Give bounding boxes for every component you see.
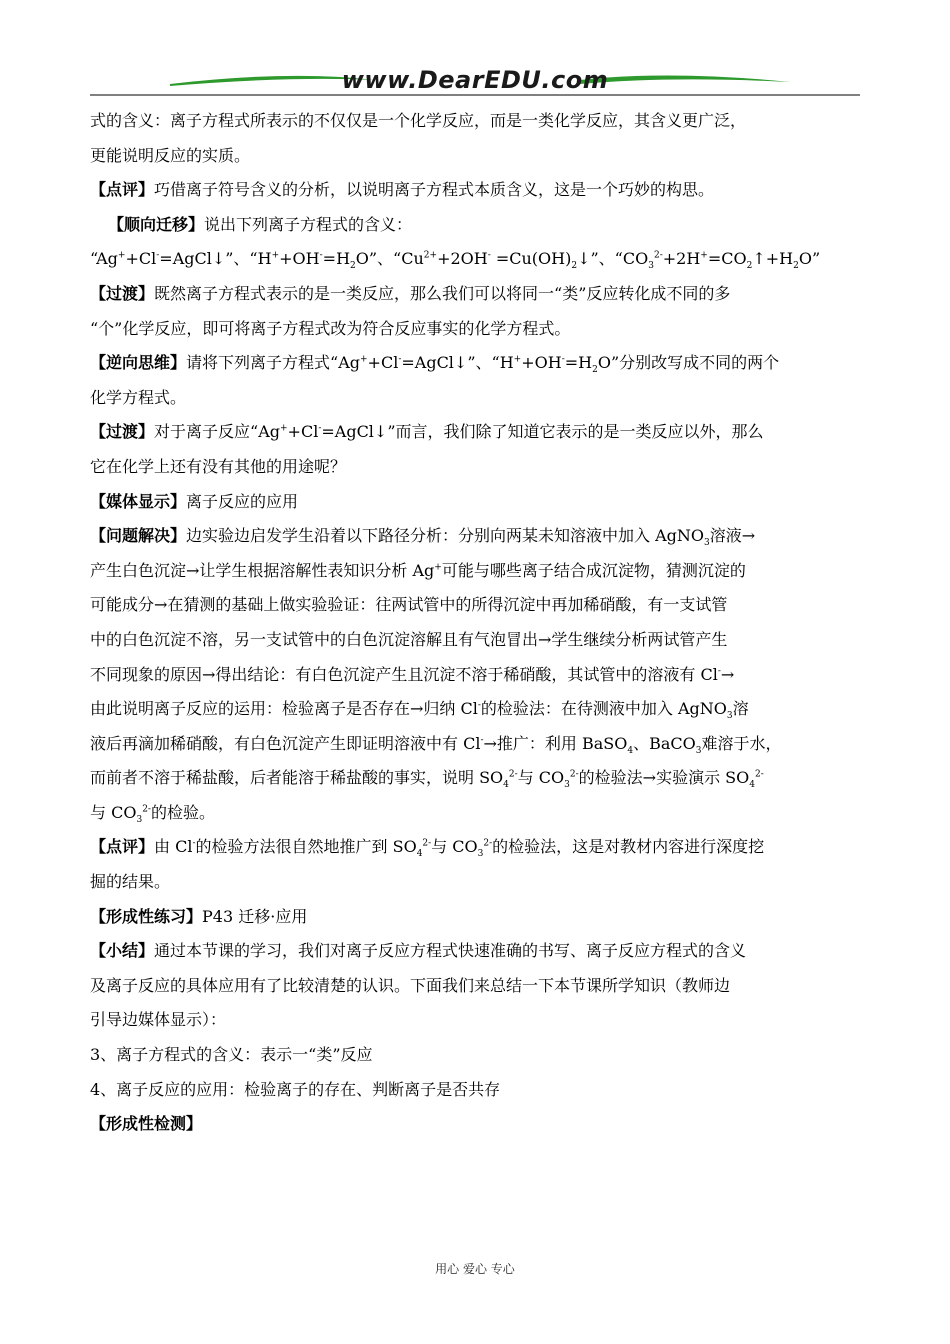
section-heading: 【形成性检测】 xyxy=(90,1114,203,1134)
paragraph: 式的含义：离子方程式所表示的不仅仅是一个化学反应，而是一类化学反应，其含义更广泛， 更能说明反应的实质。 xyxy=(90,111,747,165)
list-item: 3、离子方程式的含义：表示一“类”反应 xyxy=(90,1045,373,1065)
paragraph: 【形成性练习】P43 迁移·应用 xyxy=(90,906,308,926)
page-header xyxy=(90,62,860,98)
ionic-equation-list: “Ag++Cl-=AgCl↓”、“$H^++OH^-=H_2O$”、“$Cu^{2+}+2OH^-$ $=Cu(OH)_2↓$”、“$CO_3^{2-}+2H^+=CO_2↑+H_2O$” xyxy=(90,249,821,272)
list-item: 4、离子反应的应用：检验离子的存在、判断离子是否共存 xyxy=(90,1079,501,1099)
paragraph: 【过渡】对于离子反应“Ag++Cl-=AgCl↓”而言，我们除了知道它表示的是一类反应以外，那么 它在化学上还有没有其他的用途呢？ xyxy=(90,422,764,476)
document-body xyxy=(90,104,860,1142)
page-footer: 用心 爱心 专心 xyxy=(435,1262,515,1276)
paragraph: 【顺向迁移】说出下列离子方程式的含义： xyxy=(108,214,413,234)
paragraph: 【点评】由 Cl-的检验方法很自然地推广到 $SO_4^{2-}$与 $CO_3^{2-}$的检验法，这是对教材内容进行深度挖 掘的结果。 xyxy=(90,837,765,892)
header-site-logo: www.DearEDU.com xyxy=(341,66,609,94)
paragraph: 【问题解决】边实验边启发学生沿着以下路径分析：分别向两某未知溶液中加入 AgNO$_3$溶液→ 产生白色沉淀→让学生根据溶解性表知识分析 Ag+可能与哪些离子结合成沉淀物，猜测沉淀的 可能成分→在猜测的基础上做实验验证：往两试管中的所得沉淀中再加稀硝酸，有一支试管 中的白色沉淀不溶，另一支试管中的白色沉淀溶解且有气泡冒出→学生继续分析两试管产生 不同现象的原因→得出结论：有白色沉淀产生且沉淀不溶于稀硝酸，其试管中的溶液有 Cl-→ 由此说明离子反应的运用：检验离子是否存在→归纳 Cl-的检验法：在待测液中加入 AgNO$_3$溶 液后再滴加稀硝酸，有白色沉淀产生即证明溶液中有 Cl-→推广：利用 BaSO$_4$、BaCO$_3$难溶于水， 而前者不溶于稀盐酸，后者能溶于稀盐酸的事实，说明 $SO_4^{2-}$与 $CO_3^{2-}$的检验法→实验演示 $SO_4^{2-}$ 与 $CO_3^{2-}$的检验。 xyxy=(90,526,782,826)
paragraph: 【小结】通过本节课的学习，我们对离子反应方程式快速准确的书写、离子反应方程式的含义 及离子反应的具体应用有了比较清楚的认识。下面我们来总结一下本节课所学知识（教师边 引导边媒体显示）： xyxy=(90,941,747,1030)
paragraph: 【点评】巧借离子符号含义的分析，以说明离子方程式本质含义，这是一个巧妙的构思。 xyxy=(90,180,715,200)
paragraph: 【过渡】既然离子方程式表示的是一类反应，那么我们可以将同一“类”反应转化成不同的多 “个”化学反应，即可将离子方程式改为符合反应事实的化学方程式。 xyxy=(90,283,731,338)
paragraph: 【逆向思维】请将下列离子方程式“Ag++Cl-=AgCl↓”、“$H^++OH^-=H_2O$”分别改写成不同的两个 化学方程式。 xyxy=(90,353,780,407)
paragraph: 【媒体显示】离子反应的应用 xyxy=(90,491,299,511)
